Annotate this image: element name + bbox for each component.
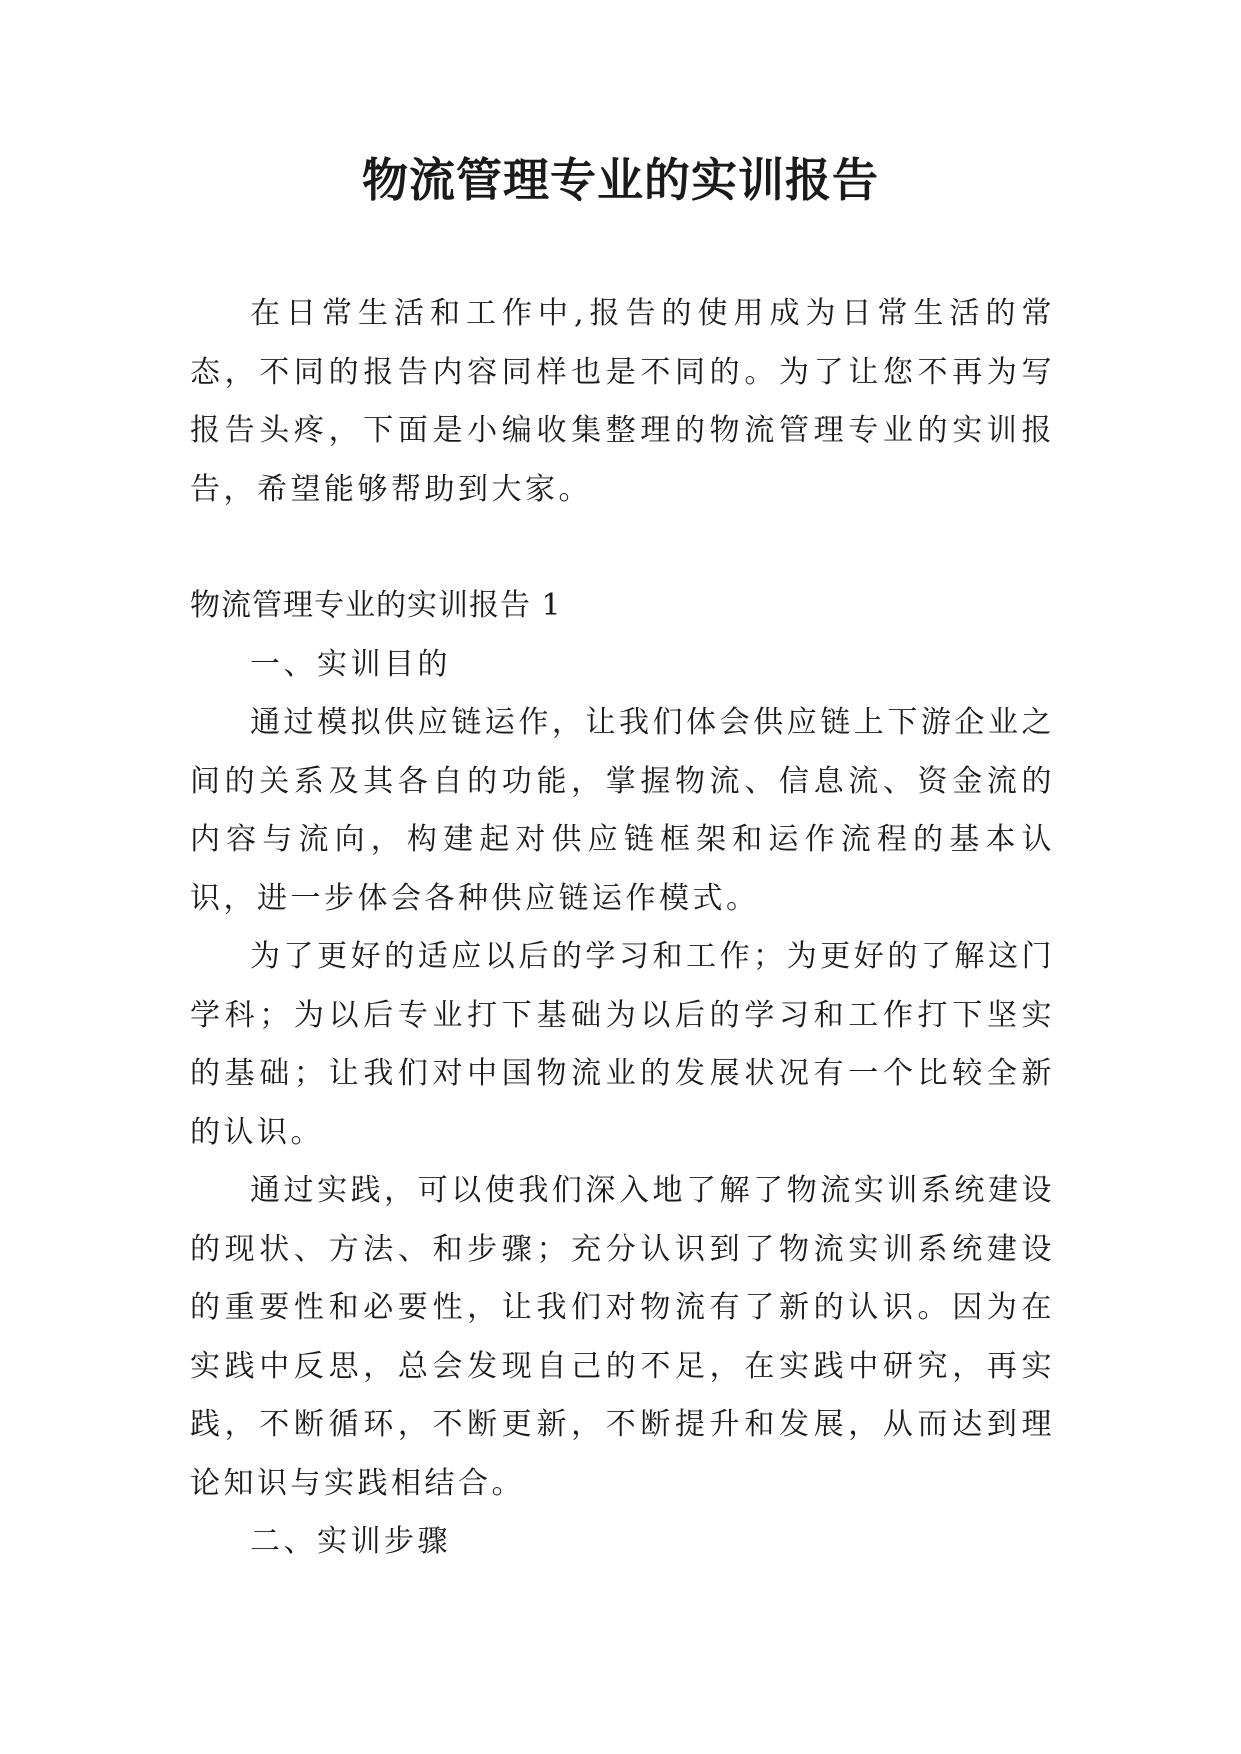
section-heading: 物流管理专业的实训报告 1 [190, 588, 562, 623]
body-paragraph-2: 为了更好的适应以后的学习和工作；为更好的了解这门学科；为以后专业打下基础为以后的学习和工作打下坚实的基础；让我们对中国物流业的发展状况有一个比较全新的认识。 [190, 939, 1055, 1150]
part-heading-steps: 二、实训步骤 [250, 1524, 451, 1559]
body-paragraph-1: 通过模拟供应链运作，让我们体会供应链上下游企业之间的关系及其各自的功能，掌握物流、信息流、资金流的内容与流向，构建起对供应链框架和运作流程的基本认识，进一步体会各种供应链运作模式。 [190, 705, 1055, 916]
document-title: 物流管理专业的实训报告 [362, 153, 879, 207]
document-body [190, 285, 1055, 1572]
body-paragraph-3: 通过实践，可以使我们深入地了解了物流实训系统建设的现状、方法、和步骤；充分认识到了物流实训系统建设的重要性和必要性，让我们对物流有了新的认识。因为在实践中反思，总会发现自己的不足，在实践中研究，再实践，不断循环，不断更新，不断提升和发展，从而达到理论知识与实践相结合。 [190, 1173, 1055, 1501]
part-heading-purpose: 一、实训目的 [250, 646, 451, 682]
intro-paragraph: 在日常生活和工作中,报告的使用成为日常生活的常态，不同的报告内容同样也是不同的。为了让您不再为写报告头疼，下面是小编收集整理的物流管理专业的实训报告，希望能够帮助到大家。 [190, 296, 1055, 507]
